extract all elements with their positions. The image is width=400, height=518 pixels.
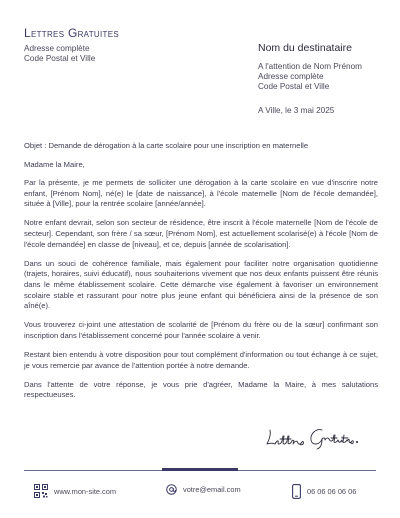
recipient-address: Adresse complète [258,72,324,81]
footer-phone[interactable] [292,484,356,499]
letter-paragraph: Dans l'attente de votre réponse, je vous prie d'agréer, Madame la Maire, à mes salutations respectueuses. [24,379,378,400]
sender-block [24,26,119,64]
letter-paragraph: Restant bien entendu à votre disposition pour tout complément d'information ou tout échange à ce sujet, je vous remercie par avance de l'attention portée à notre demande. [24,349,378,370]
recipient-block [258,42,362,115]
signature-image [262,424,362,450]
letter-paragraph: Dans un souci de cohérence familiale, mais également pour faciliter notre organisation quotidienne (trajets, horaires, suivi éducatif), nous souhaiterions vivement que nos deux enfants puissent être réunis dans le même établissement scolaire. Cette démarche vise également à favoriser un environnement scolaire stable et rassurant pour notre plus jeune enfant qui bénéficiera ainsi de la présence de son aîné(e). [24,258,378,311]
footer-phone-text: 06 06 06 06 06 [307,487,357,496]
footer-accent-bar [162,468,238,471]
footer [0,484,400,504]
letter-date: A Ville, le 3 mai 2025 [258,106,335,115]
footer-website[interactable] [34,484,116,498]
recipient-name: Nom du destinataire [258,42,352,54]
footer-email-text: votre@email.com [183,485,241,494]
brand-name: Lettres Gratuites [24,26,119,40]
recipient-postal: Code Postal et Ville [258,82,330,91]
footer-website-text: www.mon-site.com [54,486,117,496]
letter-paragraph: Notre enfant devrait, selon son secteur de résidence, être inscrit à l'école maternelle [Nom de l'école de secteur]. Cependant, son frère / sa sœur, [Prénom Nom], est actuellement scolarisé(e) à l'école [Nom de l'école demandée] en classe de [niveau], et ce, depuis [année de scolarisation]. [24,218,378,249]
letter-salutation: Madame la Maire, [24,159,85,169]
letter-object: Objet : Demande de dérogation à la carte scolaire pour une inscription en maternelle [24,141,309,150]
sender-address: Adresse complète [24,44,90,53]
letter-paragraph: Vous trouverez ci-joint une attestation de scolarité de [Prénom du frère ou de la sœur] confirmant son inscription dans l'établissement concerné pour l'année scolaire à venir. [24,320,378,340]
sender-postal: Code Postal et Ville [24,54,96,63]
at-icon [166,484,177,495]
footer-email[interactable] [166,484,241,495]
letter-paragraph: Par la présente, je me permets de solliciter une dérogation à la carte scolaire en vue d'inscrire notre enfant, [Prénom Nom], né(e) le [date de naissance], à l'école maternelle [Nom de l'école demandée], située à [Ville], pour la rentrée scolaire [année/année]. [24,178,378,209]
recipient-attention: A l'attention de Nom Prénom [258,62,362,71]
letter-body [24,141,378,409]
phone-icon [292,484,301,499]
qr-code-icon [34,484,48,498]
